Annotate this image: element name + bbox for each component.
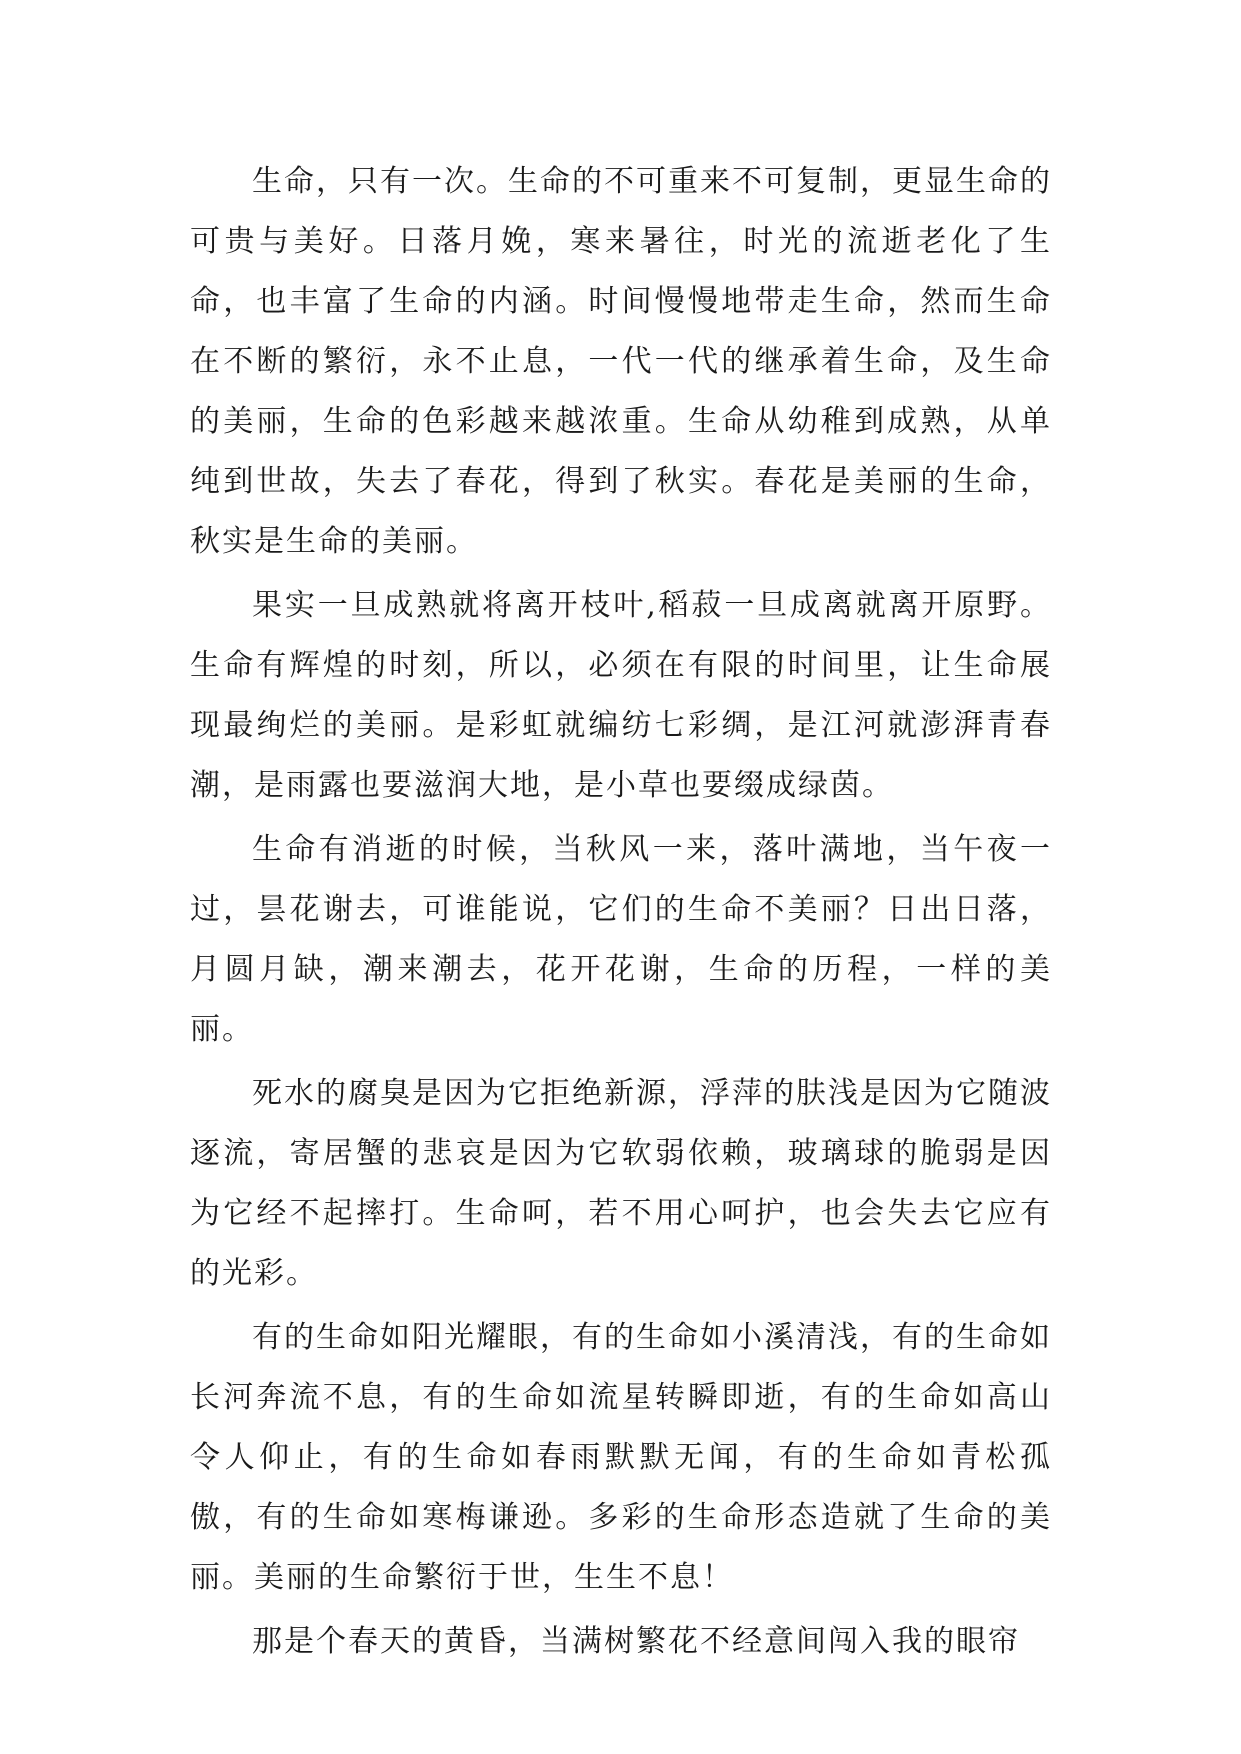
paragraph-4: 死水的腐臭是因为它拒绝新源，浮萍的肤浅是因为它随波逐流，寄居蟹的悲哀是因为它软弱依赖，玻璃球的脆弱是因为它经不起摔打。生命呵，若不用心呵护，也会失去它应有的光彩。 [190, 1076, 1052, 1291]
paragraph-6: 那是个春天的黄昏，当满树繁花不经意间闯入我的眼帘 [252, 1624, 1020, 1659]
paragraph-2: 果实一旦成熟就将离开枝叶,稻菽一旦成离就离开原野。生命有辉煌的时刻，所以，必须在有限的时间里，让生命展现最绚烂的美丽。是彩虹就编纺七彩绸，是江河就澎湃青春潮，是雨露也要滋润大地，是小草也要缀成绿茵。 [190, 588, 1052, 803]
paragraph-5: 有的生命如阳光耀眼，有的生命如小溪清浅，有的生命如长河奔流不息，有的生命如流星转瞬即逝，有的生命如高山令人仰止，有的生命如春雨默默无闻，有的生命如青松孤傲，有的生命如寒梅谦逊。多彩的生命形态造就了生命的美丽。美丽的生命繁衍于世，生生不息！ [190, 1320, 1052, 1595]
paragraph-1: 生命，只有一次。生命的不可重来不可复制，更显生命的可贵与美好。日落月娩，寒来暑往，时光的流逝老化了生命，也丰富了生命的内涵。时间慢慢地带走生命，然而生命在不断的繁衍，永不止息，一代一代的继承着生命，及生命的美丽，生命的色彩越来越浓重。生命从幼稚到成熟，从单纯到世故，失去了春花，得到了秋实。春花是美丽的生命，秋实是生命的美丽。 [190, 164, 1052, 559]
document-body [190, 152, 1052, 1676]
paragraph-3: 生命有消逝的时候，当秋风一来，落叶满地，当午夜一过，昙花谢去，可谁能说，它们的生命不美丽？日出日落，月圆月缺，潮来潮去，花开花谢，生命的历程，一样的美丽。 [190, 832, 1052, 1047]
